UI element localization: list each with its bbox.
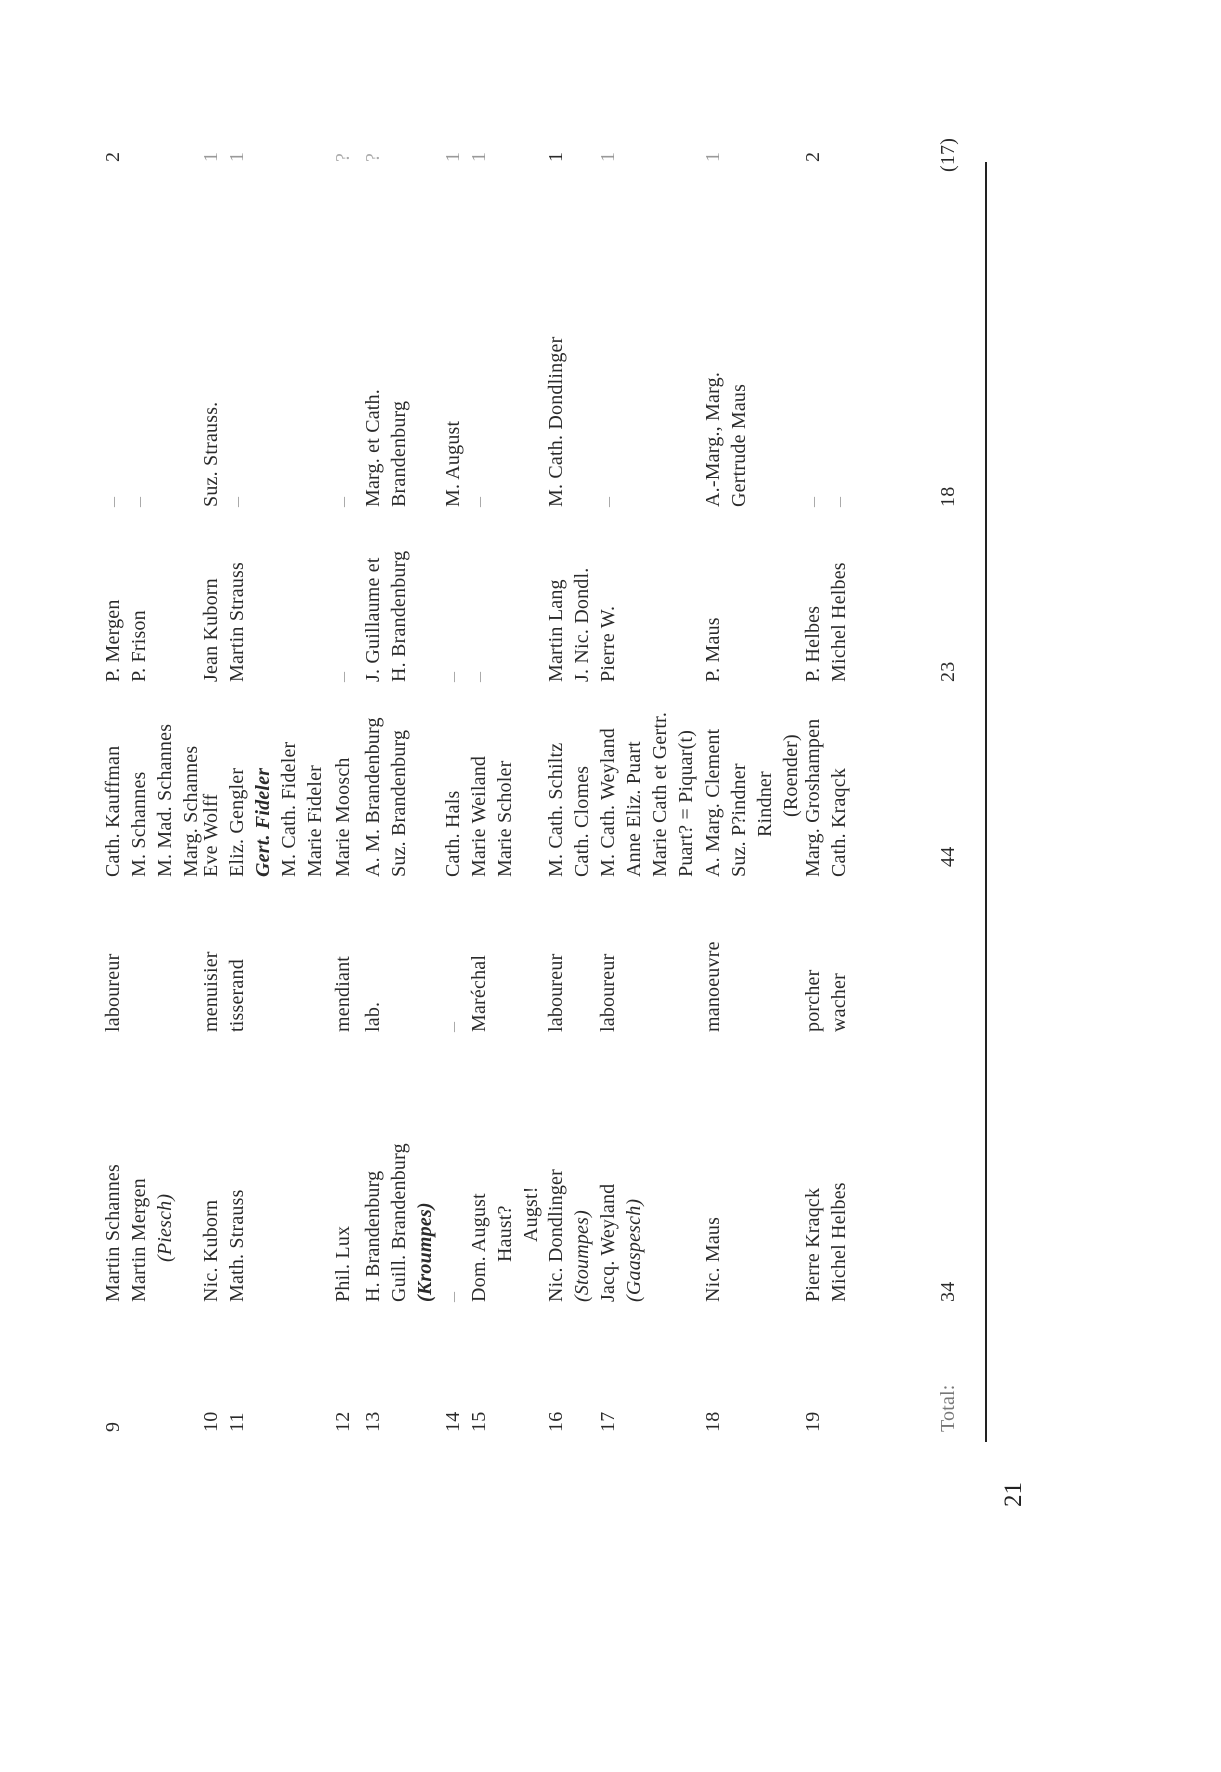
occupation-cell: Maréchal [468,954,490,1032]
occupation-cell: porcher wacher [802,969,850,1032]
wives-cell: Marie Weiland Marie Scholer [468,755,516,877]
wives-cell: Marg. Groshampen Cath. Kraqck [802,718,850,877]
count-cell: 1 [200,151,222,162]
names-cell: Martin Schannes Martin Mergen (Piesch) [102,1164,176,1302]
wives-cell: Eliz. Gengler Gert. Fideler M. Cath. Fideler Marie Fideler [226,741,326,877]
wives-cell: Eve Wolff [200,793,222,877]
daughters-cell: M. Cath. Dondlinger [545,336,567,507]
count-cell: 1 [702,151,724,162]
row-number: 13 [362,1411,384,1432]
occupation-cell: – [442,1021,464,1032]
names-cell: H. Brandenburg Guill. Brandenburg (Kroumpes) [362,1143,436,1302]
sons-cell: P. Maus [702,617,724,682]
daughters-cell: M. August [442,420,464,507]
row-number: 12 [332,1411,354,1432]
names-cell: Nic. Dondlinger (Stoumpes) [545,1169,593,1302]
sons-cell: Jean Kuborn [200,578,222,682]
sons-cell: J. Guillaume et H. Brandenburg [362,550,410,682]
occupation-cell: laboureur [597,953,619,1032]
sons-cell: – [442,671,464,682]
row-number: 19 [802,1411,824,1432]
daughters-cell: A.-Marg., Marg. Gertrude Maus [702,371,750,507]
count-cell: 1 [545,151,567,162]
total-daughters: 18 [937,486,959,507]
count-cell: ? [362,152,384,162]
sons-cell: Martin Strauss [226,561,248,682]
daughters-cell: Marg. et Cath. Brandenburg [362,389,410,507]
sons-cell: P. Helbes Michel Helbes [802,562,850,682]
row-number: 11 [226,1412,248,1432]
names-cell: Math. Strauss [226,1189,248,1302]
names-cell: Pierre Kraqck Michel Helbes [802,1182,850,1302]
count-cell: 1 [597,151,619,162]
wives-cell: Cath. Hals [442,790,464,877]
totals-label: Total: [937,1384,959,1432]
occupation-cell: laboureur [545,953,567,1032]
sons-cell: Pierre W. [597,605,619,682]
occupation-cell: mendiant [332,955,354,1032]
page-number: 21 [1000,1482,1027,1507]
count-cell: 1 [226,151,248,162]
wives-cell: M. Cath. Schiltz Cath. Clomes [545,742,593,877]
wives-cell: A. M. Brandenburg Suz. Brandenburg [362,717,410,877]
row-number: 9 [102,1421,124,1432]
row-number: 16 [545,1411,567,1432]
sons-cell: – [332,671,354,682]
totals-rule [985,162,987,1442]
daughters-cell: – [332,496,354,507]
names-cell: Nic. Maus [702,1216,724,1302]
total-count: (17) [937,137,959,172]
wives-cell: A. Marg. Clement Suz. P?indner Rindner (Roender) [702,728,802,877]
occupation-cell: lab. [362,1001,384,1032]
wives-cell: Cath. Kauffman M. Schannes M. Mad. Schannes Marg. Schannes [102,723,202,877]
names-cell: Dom. August Haust? Augst! [468,1186,542,1302]
total-sons: 23 [937,661,959,682]
sons-cell: – [468,671,490,682]
count-cell: 1 [442,151,464,162]
row-number: 14 [442,1411,464,1432]
row-number: 15 [468,1411,490,1432]
occupation-cell: menuisier [200,951,222,1032]
names-cell: – [442,1291,464,1302]
daughters-cell: – [597,496,619,507]
total-wives: 44 [937,846,959,867]
wives-cell: Marie Moosch [332,757,354,877]
occupation-cell: tisserand [226,959,248,1032]
occupation-cell: laboureur [102,953,124,1032]
row-number: 18 [702,1411,724,1432]
names-cell: Phil. Lux [332,1225,354,1302]
daughters-cell: – – [802,496,850,507]
sons-cell: Martin Lang J. Nic. Dondl. [545,567,593,682]
daughters-cell: – – [102,496,150,507]
occupation-cell: manoeuvre [702,941,724,1032]
row-number: 10 [200,1411,222,1432]
daughters-cell: – [468,496,490,507]
count-cell: 1 [468,151,490,162]
wives-cell: M. Cath. Weyland Anne Eliz. Puart Marie Cath et Gertr. Puart? = Piquar(t) [597,711,697,877]
total-names: 34 [937,1281,959,1302]
count-cell: 2 [802,151,824,162]
daughters-cell: Suz. Strauss. [200,401,222,507]
daughters-cell: – [226,496,248,507]
count-cell: ? [332,152,354,162]
names-cell: Jacq. Weyland (Gaaspesch) [597,1183,645,1302]
names-cell: Nic. Kuborn [200,1199,222,1302]
count-cell: 2 [102,151,124,162]
sons-cell: P. Mergen P. Frison [102,599,150,682]
row-number: 17 [597,1411,619,1432]
